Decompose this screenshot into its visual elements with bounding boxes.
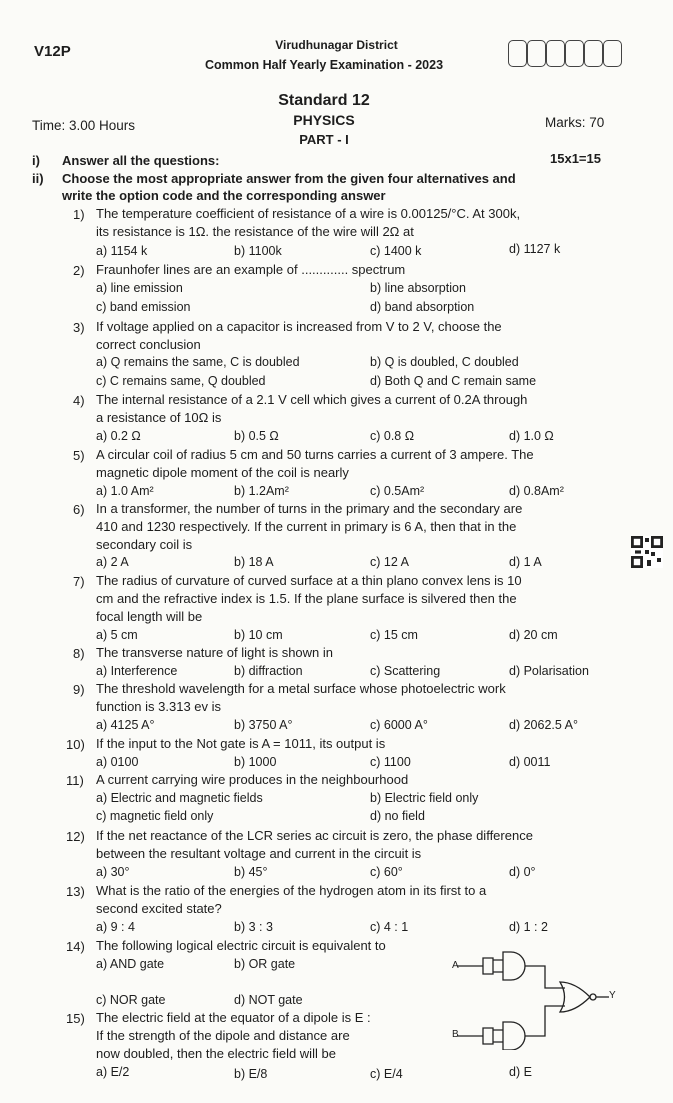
option-b: b) OR gate [234,957,296,971]
question-text: The temperature coefficient of resistance of a wire is 0.00125/°C. At 300k, [96,206,521,221]
question-text: In a transformer, the number of turns in the primary and the secondary are [96,501,523,516]
question-text: between the resultant voltage and current in the circuit is [96,846,422,861]
option-c: c) 0.5Am² [370,484,425,498]
option-a: a) Interference [96,664,178,678]
option-b: b) 0.5 Ω [234,429,279,443]
register-box [508,40,527,67]
question-text: secondary coil is [96,537,193,552]
option-d: d) Polarisation [509,664,589,678]
option-d: d) no field [370,809,425,823]
and-gate-bottom [503,1022,525,1050]
instruction-text-cont: write the option code and the corresponding answer [62,188,386,203]
question-number: 8) [73,646,85,661]
question-number: 13) [66,884,85,899]
paper-code: V12P [34,43,71,60]
option-b: b) 10 cm [234,628,283,642]
option-b: b) line absorption [370,281,466,295]
register-box [546,40,565,67]
option-a: a) Electric and magnetic fields [96,791,263,805]
question-text: What is the ratio of the energies of the hydrogen atom in its first to a [96,883,487,898]
instruction-text: Choose the most appropriate answer from the given four alternatives and [62,171,516,186]
circuit-label-b: B [452,1029,459,1040]
option-b: b) Electric field only [370,791,479,805]
option-c: c) 12 A [370,555,409,569]
question-text: cm and the refractive index is 1.5. If the plane surface is silvered then the [96,591,517,606]
instruction-number: i) [32,153,40,168]
part-title: PART - I [299,132,349,147]
standard-title: Standard 12 [278,92,370,109]
option-d: d) band absorption [370,300,475,314]
option-b: b) diffraction [234,664,303,678]
option-c: c) 1400 k [370,244,422,258]
option-c: c) 6000 A° [370,718,428,732]
question-text: The electric field at the equator of a dipole is E : [96,1010,371,1025]
option-c: c) 4 : 1 [370,920,409,934]
marks-label: Marks: 70 [545,115,605,130]
question-text: correct conclusion [96,337,201,352]
question-number: 7) [73,574,85,589]
option-b: b) 1000 [234,755,277,769]
question-number: 6) [73,502,85,517]
question-text: The internal resistance of a 2.1 V cell which gives a current of 0.2A through [96,392,528,407]
question-number: 5) [73,448,85,463]
option-c: c) magnetic field only [96,809,214,823]
option-b: b) 18 A [234,555,274,569]
option-c: c) 60° [370,865,403,879]
question-text: its resistance is 1Ω. the resistance of the wire will 2Ω at [96,224,414,239]
option-a: a) 2 A [96,555,129,569]
question-text: A current carrying wire produces in the neighbourhood [96,772,409,787]
option-b: b) 45° [234,865,268,879]
option-d: d) 2062.5 A° [509,718,578,732]
option-d: d) 20 cm [509,628,558,642]
question-text: Fraunhofer lines are an example of ............. spectrum [96,262,406,277]
instruction-number: ii) [32,171,44,186]
option-c: c) NOR gate [96,993,166,1007]
option-d: d) 1 A [509,555,542,569]
option-d: d) E [509,1065,532,1079]
register-box [584,40,603,67]
question-number: 4) [73,393,85,408]
option-c: c) E/4 [370,1067,403,1081]
option-b: b) 3 : 3 [234,920,273,934]
question-number: 15) [66,1011,85,1026]
option-a: a) 9 : 4 [96,920,135,934]
question-number: 1) [73,207,85,222]
option-a: a) line emission [96,281,183,295]
or-gate [560,982,590,1012]
question-text: a resistance of 10Ω is [96,410,222,425]
question-text: A circular coil of radius 5 cm and 50 turns carries a current of 3 ampere. The [96,447,534,462]
question-number: 12) [66,829,85,844]
register-box [565,40,584,67]
option-d: d) 0011 [509,755,551,769]
option-a: a) 5 cm [96,628,138,642]
question-text: The following logical electric circuit is equivalent to [96,938,386,953]
option-b: b) 1100k [234,244,282,258]
option-c: c) C remains same, Q doubled [96,374,266,388]
part-marks: 15x1=15 [550,151,601,166]
option-a: a) E/2 [96,1065,130,1079]
question-text: 410 and 1230 respectively. If the current in primary is 6 A, then that in the [96,519,517,534]
option-a: a) 4125 A° [96,718,155,732]
question-text: second excited state? [96,901,222,916]
question-text: The threshold wavelength for a metal surface whose photoelectric work [96,681,506,696]
question-text: magnetic dipole moment of the coil is nearly [96,465,349,480]
question-text: If the input to the Not gate is A = 1011, its output is [96,736,386,751]
circuit-label-y: Y [609,990,616,1001]
question-number: 2) [73,263,85,278]
option-b: b) Q is doubled, C doubled [370,355,519,369]
option-a: a) 0100 [96,755,139,769]
exam-title: Common Half Yearly Examination - 2023 [204,58,444,72]
qr-code-icon [631,536,663,568]
option-d: d) 0.8Am² [509,484,564,498]
register-box [527,40,546,67]
and-gate-top [503,952,525,980]
instruction-text: Answer all the questions: [62,153,220,168]
option-c: c) Scattering [370,664,441,678]
option-a: a) 0.2 Ω [96,429,141,443]
question-number: 3) [73,320,85,335]
circuit-label-a: A [452,960,459,971]
option-a: a) 30° [96,865,130,879]
option-c: c) band emission [96,300,191,314]
option-d: d) 1 : 2 [509,920,548,934]
question-text: focal length will be [96,609,203,624]
question-text: The radius of curvature of curved surface at a thin plano convex lens is 10 [96,573,522,588]
not-gate-a [483,958,493,974]
question-text: If voltage applied on a capacitor is increased from V to 2 V, choose the [96,319,502,334]
option-a: a) 1154 k [96,244,148,258]
option-c: c) 0.8 Ω [370,429,415,443]
option-b: b) 3750 A° [234,718,293,732]
not-gate-b [483,1028,493,1044]
question-text: If the net reactance of the LCR series ac circuit is zero, the phase difference [96,828,533,843]
register-box [603,40,622,67]
question-number: 9) [73,682,85,697]
question-text: If the strength of the dipole and distance are [96,1028,350,1043]
question-number: 11) [66,773,84,788]
subject-title: PHYSICS [293,112,355,128]
option-d: d) 0° [509,865,536,879]
option-d: d) 1.0 Ω [509,429,554,443]
question-text: function is 3.313 ev is [96,699,222,714]
option-b: b) E/8 [234,1067,268,1081]
question-number: 10) [66,737,85,752]
option-c: c) 1100 [370,755,411,769]
option-a: a) 1.0 Am² [96,484,154,498]
district-title: Virudhunagar District [275,38,398,52]
question-text: The transverse nature of light is shown in [96,645,334,660]
option-a: a) Q remains the same, C is doubled [96,355,300,369]
option-a: a) AND gate [96,957,165,971]
time-label: Time: 3.00 Hours [32,118,136,133]
question-number: 14) [66,939,85,954]
option-c: c) 15 cm [370,628,418,642]
question-text: now doubled, then the electric field will be [96,1046,336,1061]
option-d: d) 1127 k [509,242,561,256]
option-b: b) 1.2Am² [234,484,289,498]
option-d: d) Both Q and C remain same [370,374,537,388]
option-d: d) NOT gate [234,993,303,1007]
